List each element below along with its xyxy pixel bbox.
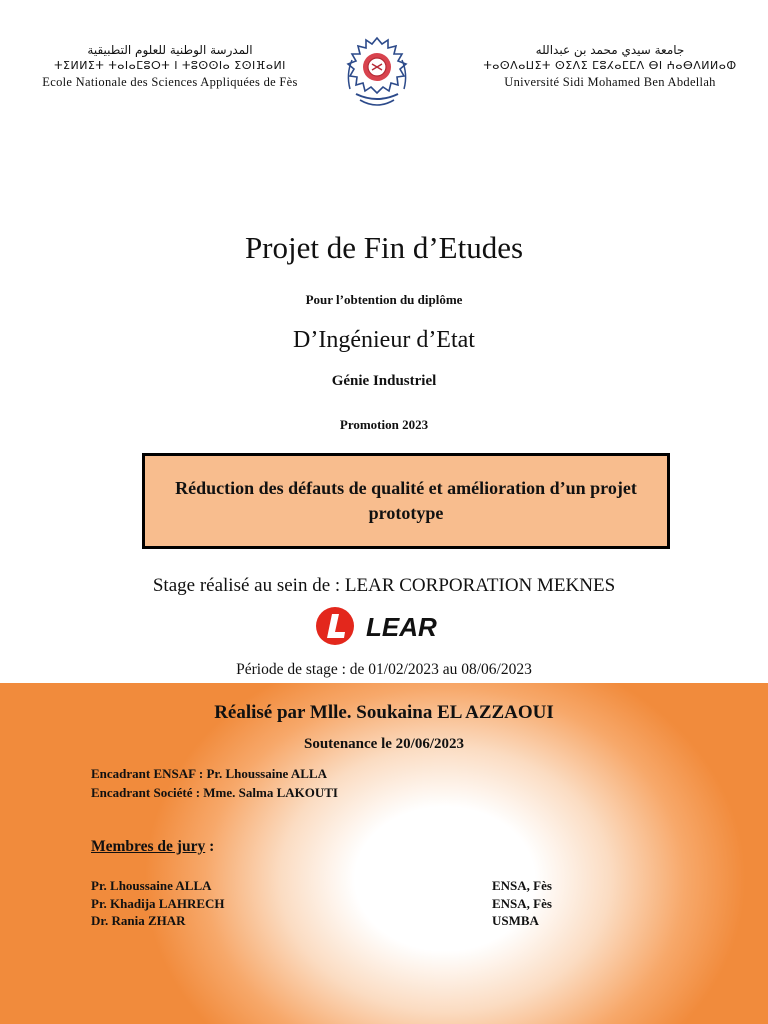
internship-period: Période de stage : de 01/02/2023 au 08/06/2023 <box>236 661 532 678</box>
promotion: Promotion 2023 <box>339 417 429 432</box>
specialty: Génie Industriel <box>331 373 437 389</box>
internship-company: Stage réalisé au sein de : LEAR CORPORATION MEKNES <box>152 575 616 596</box>
document-title: Projet de Fin d’Etudes <box>244 230 524 265</box>
jury-member-institution: ENSA, Fès <box>492 896 552 911</box>
university-name-tifinagh: ⵜⴰⵙⴷⴰⵡⵉⵜ ⵙⵉⴷⵉ ⵎⵓⵃⴰⵎⵎⴷ ⴱⵏ ⵄⴰⴱⴷⵍⵍⴰⵀ <box>483 59 737 72</box>
university-emblem-icon <box>342 34 412 112</box>
degree-title: D’Ingénieur d’Etat <box>293 327 475 353</box>
supervisor-school: Encadrant ENSAF : Pr. Lhoussaine ALLA <box>91 766 327 781</box>
school-name-arabic: المدرسة الوطنية للعلوم التطبيقية <box>87 43 253 57</box>
author-line: Réalisé par Mlle. Soukaina EL AZZAOUI <box>214 702 554 723</box>
project-topic: Réduction des défauts de qualité et amélioration d’un projet prototype <box>175 478 637 523</box>
jury-member-institution: ENSA, Fès <box>492 878 552 893</box>
supervisor-company: Encadrant Société : Mme. Salma LAKOUTI <box>91 785 338 800</box>
topic-box <box>142 453 670 549</box>
jury-member-name: Pr. Lhoussaine ALLA <box>91 878 212 893</box>
university-header <box>460 42 760 90</box>
school-header <box>10 42 330 90</box>
lear-logo-text: LEAR <box>366 612 437 642</box>
jury-member-institution: USMBA <box>492 913 539 928</box>
jury-heading-colon: : <box>205 838 215 855</box>
jury-heading-label: Membres de jury <box>91 838 206 855</box>
school-name: Ecole Nationale des Sciences Appliquées de Fès <box>42 75 298 89</box>
defense-date: Soutenance le 20/06/2023 <box>304 736 464 752</box>
school-name-tifinagh: ⵜⵉⵍⵍⵉⵜ ⵜⴰⵏⴰⵎⵓⵔⵜ ⵏ ⵜⵓⵙⵙⵏⴰ ⵉⵙⵏⴼⴰⵍⵏ <box>54 59 286 72</box>
diploma-intro: Pour l’obtention du diplôme <box>305 292 463 307</box>
jury-member-name: Pr. Khadija LAHRECH <box>91 896 225 911</box>
lear-logo <box>314 605 454 647</box>
university-name: Université Sidi Mohamed Ben Abdellah <box>504 75 716 89</box>
jury-member-name: Dr. Rania ZHAR <box>91 913 186 928</box>
university-name-arabic: جامعة سيدي محمد بن عبدالله <box>535 43 685 57</box>
jury-heading <box>91 838 214 856</box>
